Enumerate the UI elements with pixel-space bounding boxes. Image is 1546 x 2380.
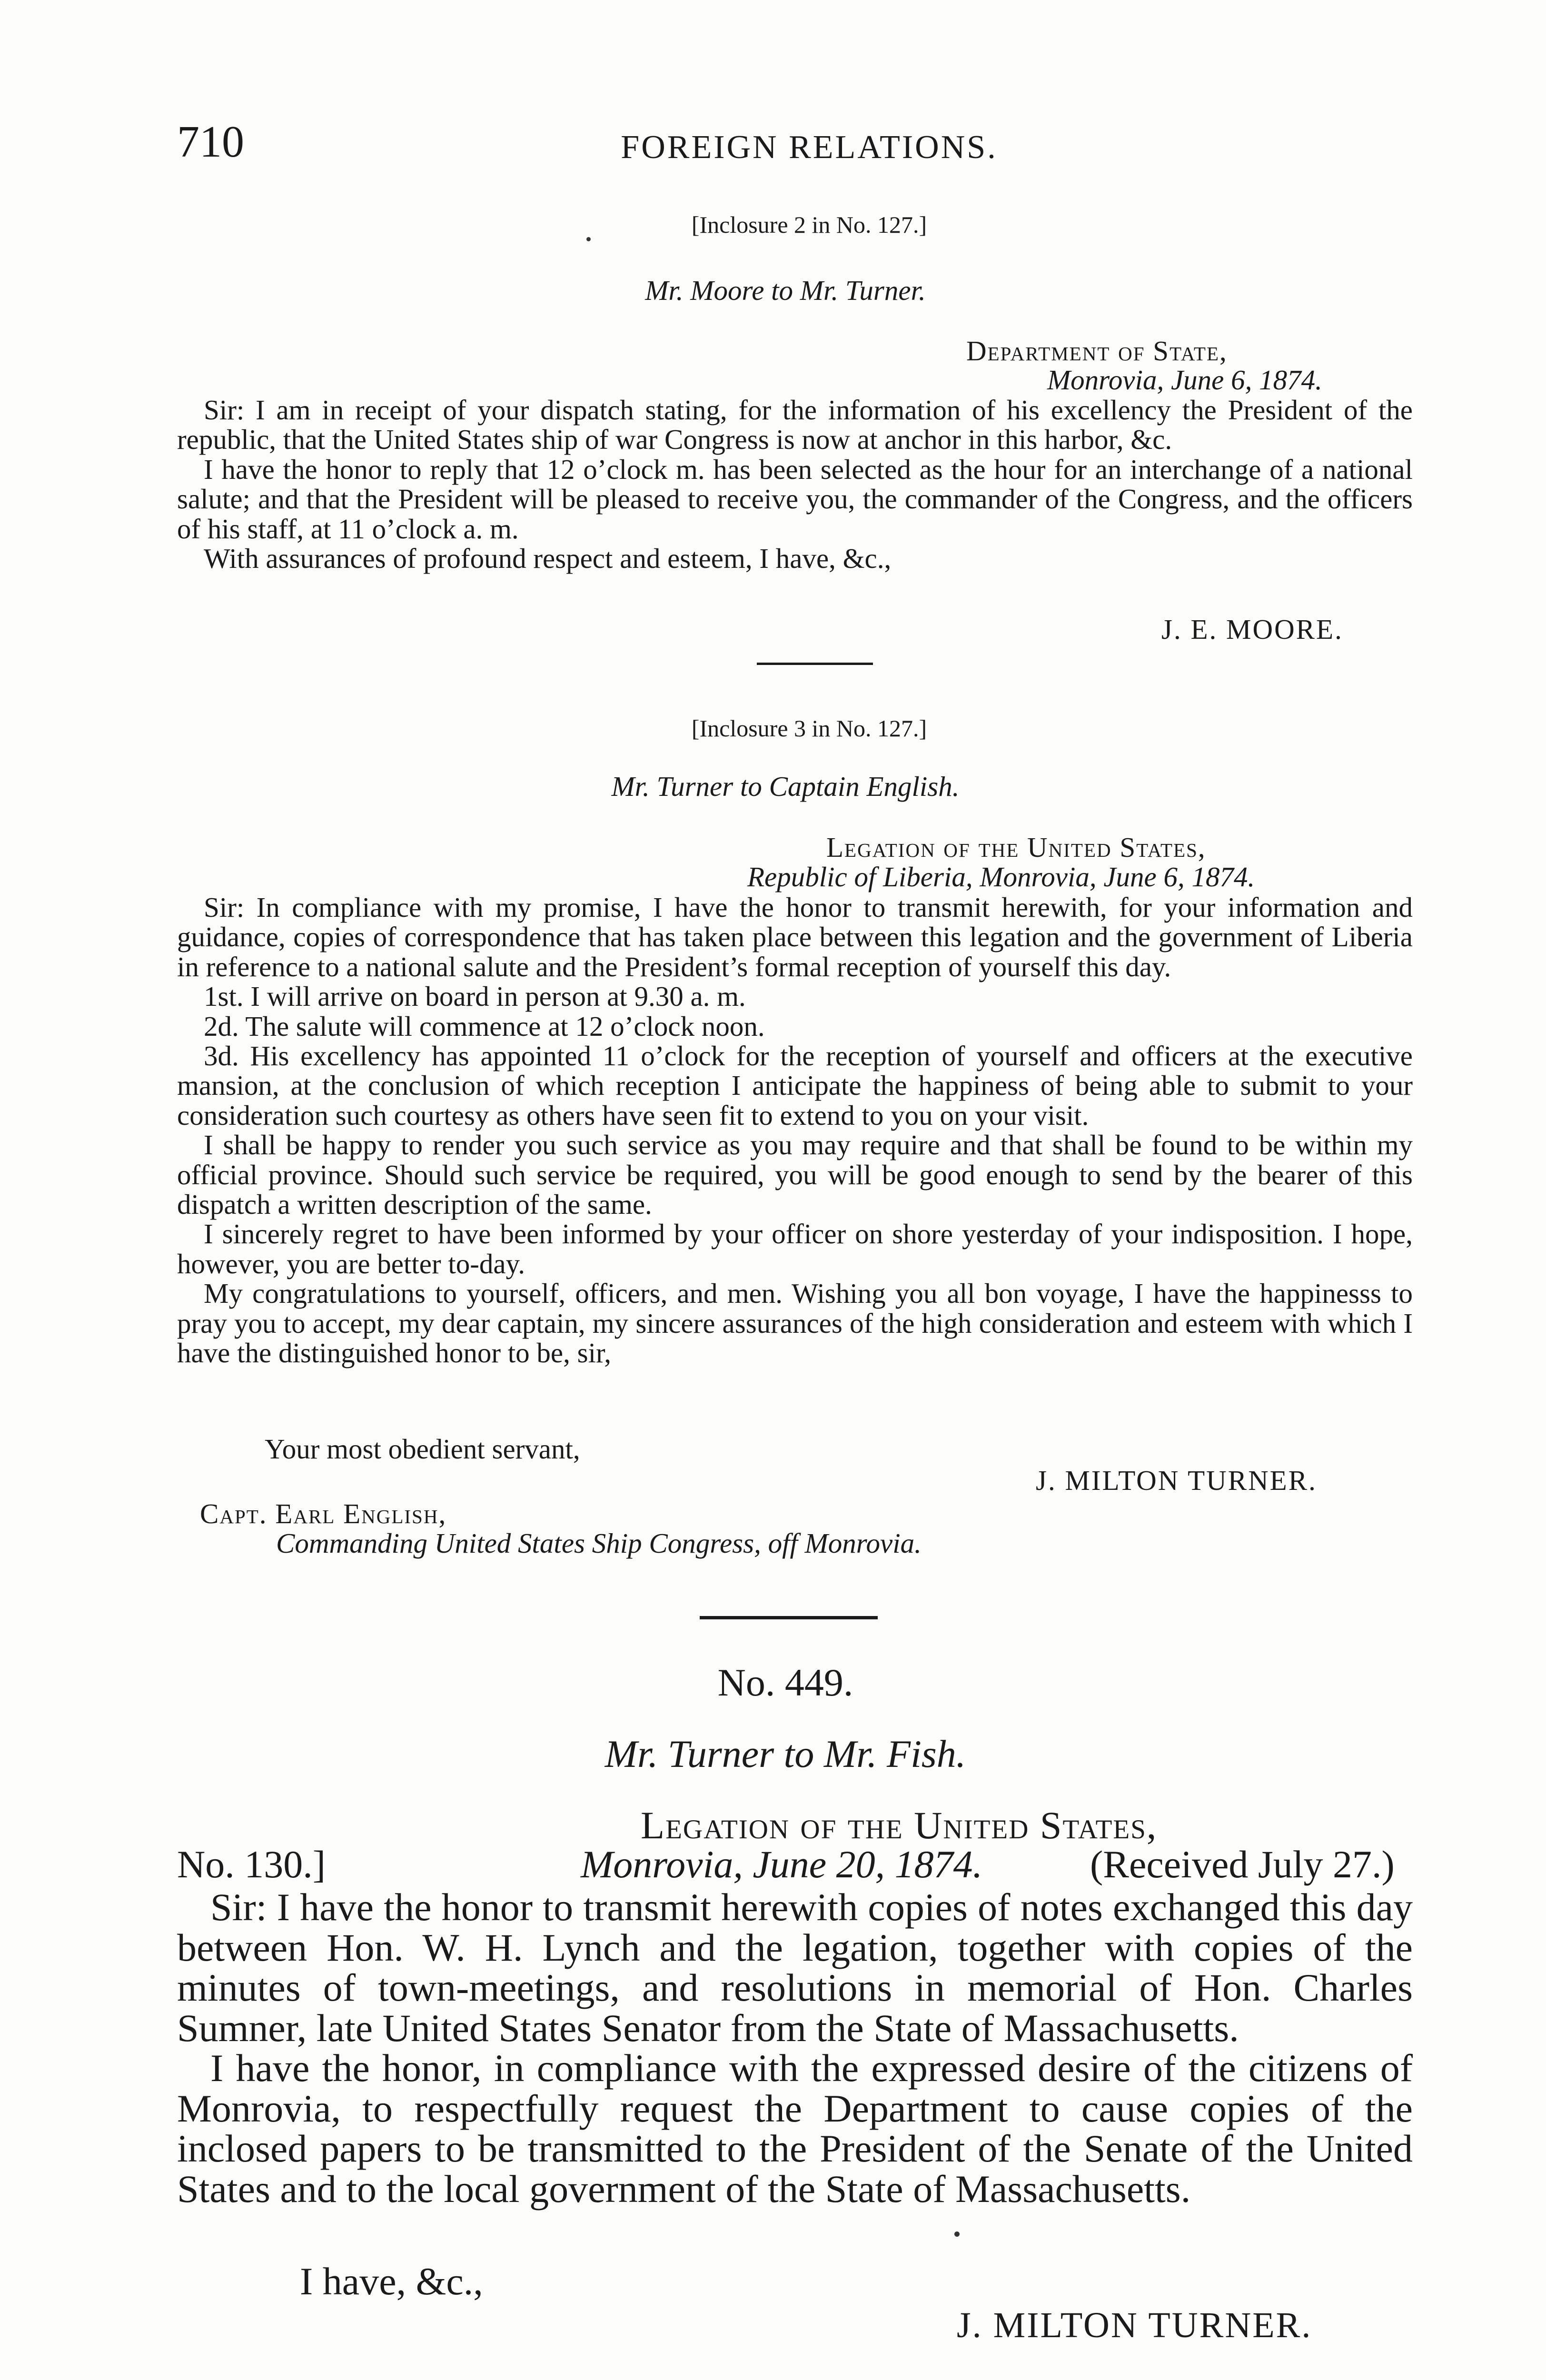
dispatch-signature: J. MILTON TURNER. bbox=[957, 2305, 1312, 2345]
inclosure-3-addressee-name: Capt. Earl English, bbox=[200, 1498, 447, 1529]
inclosure-3-title: Mr. Turner to Captain English. bbox=[611, 771, 960, 802]
inclosure-3-paragraph: 1st. I will arrive on board in person at 9.30 a. m. bbox=[204, 981, 746, 1012]
dispatch-dateline-place: Legation of the United States, bbox=[641, 1804, 1158, 1847]
dispatch-closing: I have, &c., bbox=[300, 2260, 483, 2303]
inclosure-2-body bbox=[177, 395, 1413, 573]
inclosure-2-title: Mr. Moore to Mr. Turner. bbox=[645, 275, 926, 306]
dispatch-internal-number: No. 130.] bbox=[177, 1843, 326, 1886]
inclosure-3-dateline-place: Legation of the United States, bbox=[826, 832, 1206, 863]
dispatch-body bbox=[177, 1887, 1413, 2209]
inclosure-3-paragraph: I shall be happy to render you such service as you may require and that shall be found to be within my official province. Should such service be required, you will be good enough to send by the bearer of this dispatch a written description of the same. bbox=[177, 1129, 1413, 1220]
inclosure-2-dateline-date: Monrovia, June 6, 1874. bbox=[1047, 364, 1322, 396]
inclosure-3-dateline-date: Republic of Liberia, Monrovia, June 6, 1874. bbox=[747, 861, 1255, 892]
inclosure-3-addressee-title: Commanding United States Ship Congress, off Monrovia. bbox=[276, 1527, 922, 1559]
dispatch-received: (Received July 27.) bbox=[1090, 1843, 1395, 1886]
section-divider bbox=[757, 663, 873, 665]
dispatch-title: Mr. Turner to Mr. Fish. bbox=[605, 1732, 966, 1775]
inclosure-3-body bbox=[177, 892, 1413, 1368]
page-number: 710 bbox=[177, 117, 244, 167]
inclosure-3-paragraph: 3d. His excellency has appointed 11 o’clock for the reception of yourself and officers at the executive mansion, at the conclusion of which reception I anticipate the happiness of being able to submit to your consideration such courtesy as others have seen fit to extend to you on your visit. bbox=[177, 1040, 1413, 1131]
inclosure-3-paragraph: Sir: In compliance with my promise, I have the honor to transmit herewith, for your information and guidance, copies of correspondence that has taken place between this legation and the government of Liberia in reference to a national salute and the President’s formal reception of yourself this day. bbox=[177, 892, 1413, 982]
inclosure-2-signature: J. E. MOORE. bbox=[1161, 614, 1343, 645]
inclosure-3-label: [Inclosure 3 in No. 127.] bbox=[691, 715, 927, 742]
dispatch-paragraph: Sir: I have the honor to transmit herewith copies of notes exchanged this day between Hon. W. H. Lynch and the legation, together with copies of the minutes of town-meetings, and resolutions in memorial of Hon. Charles Sumner, late United States Senator from the State of Massachusetts. bbox=[177, 1885, 1413, 2050]
inclosure-3-signature: J. MILTON TURNER. bbox=[1036, 1465, 1317, 1496]
stray-mark bbox=[586, 237, 591, 241]
section-divider bbox=[700, 1616, 878, 1619]
inclosure-3-closing: Your most obedient servant, bbox=[265, 1433, 580, 1465]
inclosure-3-paragraph: My congratulations to yourself, officers, and men. Wishing you all bon voyage, I have the happinesss to pray you to accept, my dear captain, my sincere assurances of the high consideration and esteem with which I have the distinguished honor to be, sir, bbox=[177, 1278, 1413, 1369]
inclosure-2-paragraph: Sir: I am in receipt of your dispatch stating, for the information of his excellency the President of the republic, that the United States ship of war Congress is now at anchor in this harbor, &c. bbox=[177, 394, 1413, 456]
inclosure-2-dateline-place: Department of State, bbox=[966, 335, 1228, 367]
inclosure-2-paragraph: I have the honor to reply that 12 o’clock m. has been selected as the hour for an interchange of a national salute; and that the President will be pleased to receive you, the commander of the Congress, and the officers of his staff, at 11 o’clock a. m. bbox=[177, 453, 1413, 545]
dispatch-number: No. 449. bbox=[717, 1661, 853, 1704]
inclosure-3-paragraph: I sincerely regret to have been informed by your officer on shore yesterday of your indisposition. I hope, however, you are better to-day. bbox=[177, 1218, 1413, 1279]
running-title: FOREIGN RELATIONS. bbox=[621, 129, 998, 166]
dispatch-dateline-date: Monrovia, June 20, 1874. bbox=[581, 1843, 983, 1886]
stray-mark bbox=[954, 2231, 960, 2237]
inclosure-3-paragraph: 2d. The salute will commence at 12 o’clock noon. bbox=[204, 1010, 765, 1042]
dispatch-paragraph: I have the honor, in compliance with the expressed desire of the citizens of Monrovia, to respectfully request the Department to cause copies of the inclosed papers to be transmitted to the President of the Senate of the United States and to the local government of the State of Massachusetts. bbox=[177, 2046, 1413, 2211]
inclosure-2-paragraph: With assurances of profound respect and esteem, I have, &c., bbox=[204, 543, 892, 575]
inclosure-2-label: [Inclosure 2 in No. 127.] bbox=[691, 211, 927, 238]
